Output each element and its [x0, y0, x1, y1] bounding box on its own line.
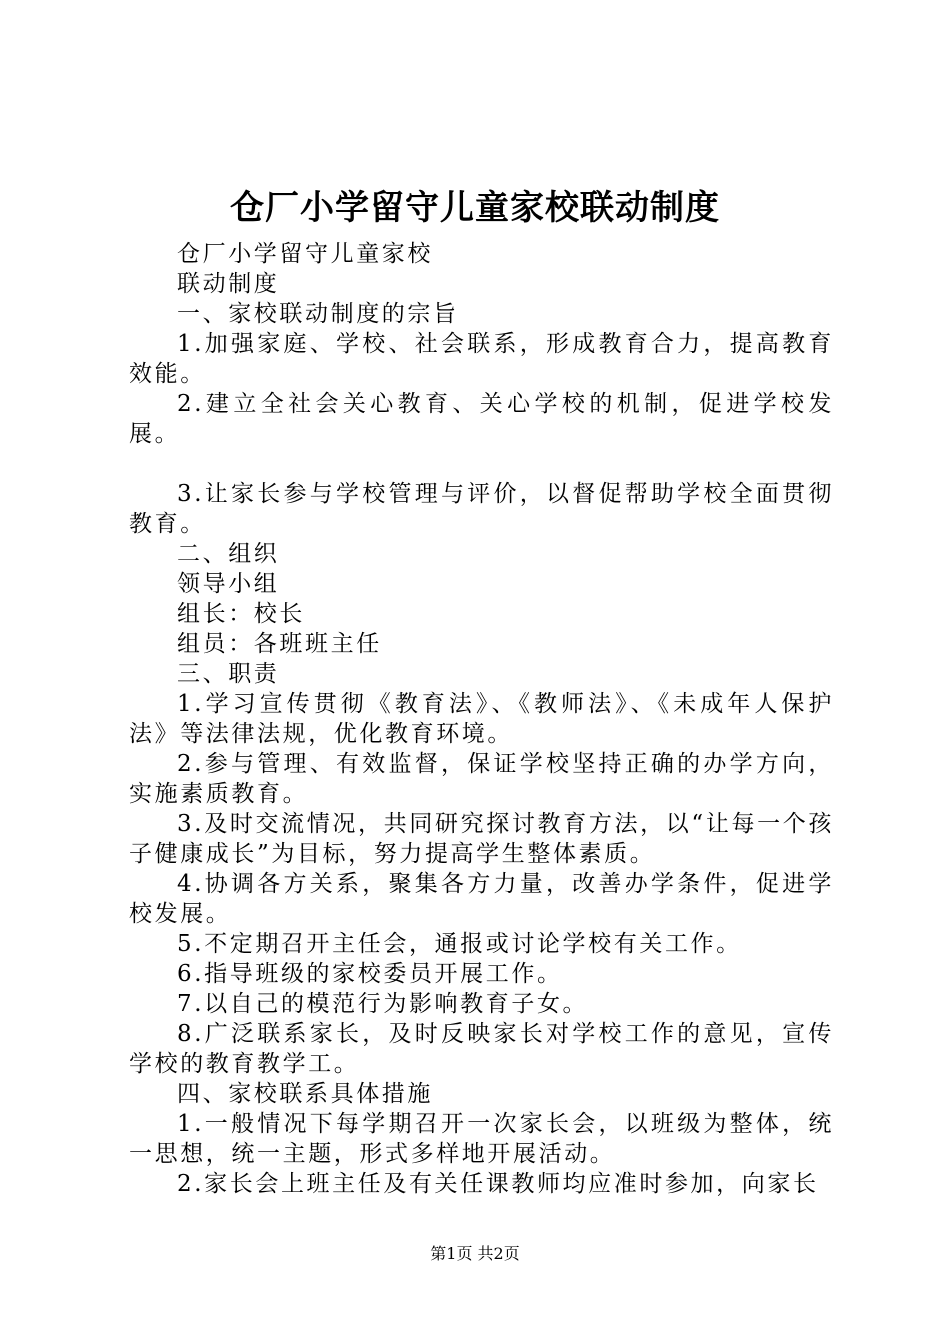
- document-title: 仓厂小学留守儿童家校联动制度: [230, 188, 720, 228]
- body-paragraph: 2.参与管理、有效监督，保证学校坚持正确的办学方向，实施素质教育。: [129, 751, 834, 807]
- body-paragraph: 8.广泛联系家长，及时反映家长对学校工作的意见，宣传学校的教育教学工。: [129, 1021, 834, 1077]
- body-paragraph: 5.不定期召开主任会，通报或讨论学校有关工作。: [177, 931, 742, 957]
- body-paragraph: 仓厂小学留守儿童家校: [177, 241, 433, 267]
- body-paragraph: 2.建立全社会关心教育、关心学校的机制，促进学校发展。: [129, 391, 834, 447]
- body-paragraph: 3.让家长参与学校管理与评价，以督促帮助学校全面贯彻教育。: [129, 481, 834, 537]
- body-paragraph: 4.协调各方关系，聚集各方力量，改善办学条件，促进学校发展。: [129, 871, 834, 927]
- body-paragraph: 组长：校长: [177, 601, 305, 627]
- body-paragraph: 1.一般情况下每学期召开一次家长会，以班级为整体，统一思想，统一主题，形式多样地开展活动。: [129, 1111, 834, 1167]
- section-heading: 二、组织: [177, 541, 280, 567]
- body-paragraph: 3.及时交流情况，共同研究探讨教育方法，以“让每一个孩子健康成长”为目标，努力提高学生整体素质。: [129, 811, 834, 867]
- body-paragraph: 1.学习宣传贯彻《教育法》、《教师法》、《未成年人保护法》等法律法规，优化教育环境。: [129, 691, 834, 747]
- body-paragraph: 组员：各班班主任: [177, 631, 382, 657]
- section-heading: 一、家校联动制度的宗旨: [177, 301, 459, 327]
- section-heading: 三、职责: [177, 661, 280, 687]
- page-number-footer: 第1页 共2页: [430, 1244, 520, 1263]
- document-body: [129, 239, 834, 1199]
- body-paragraph: 6.指导班级的家校委员开展工作。: [177, 961, 563, 987]
- body-paragraph: 联动制度: [177, 271, 280, 297]
- body-paragraph: 1.加强家庭、学校、社会联系，形成教育合力，提高教育效能。: [129, 331, 834, 387]
- body-paragraph: 7.以自己的模范行为影响教育子女。: [177, 991, 589, 1017]
- body-paragraph: 2.家长会上班主任及有关任课教师均应准时参加，向家长: [177, 1171, 819, 1197]
- section-heading: 四、家校联系具体措施: [177, 1081, 433, 1107]
- body-paragraph: 领导小组: [177, 571, 280, 597]
